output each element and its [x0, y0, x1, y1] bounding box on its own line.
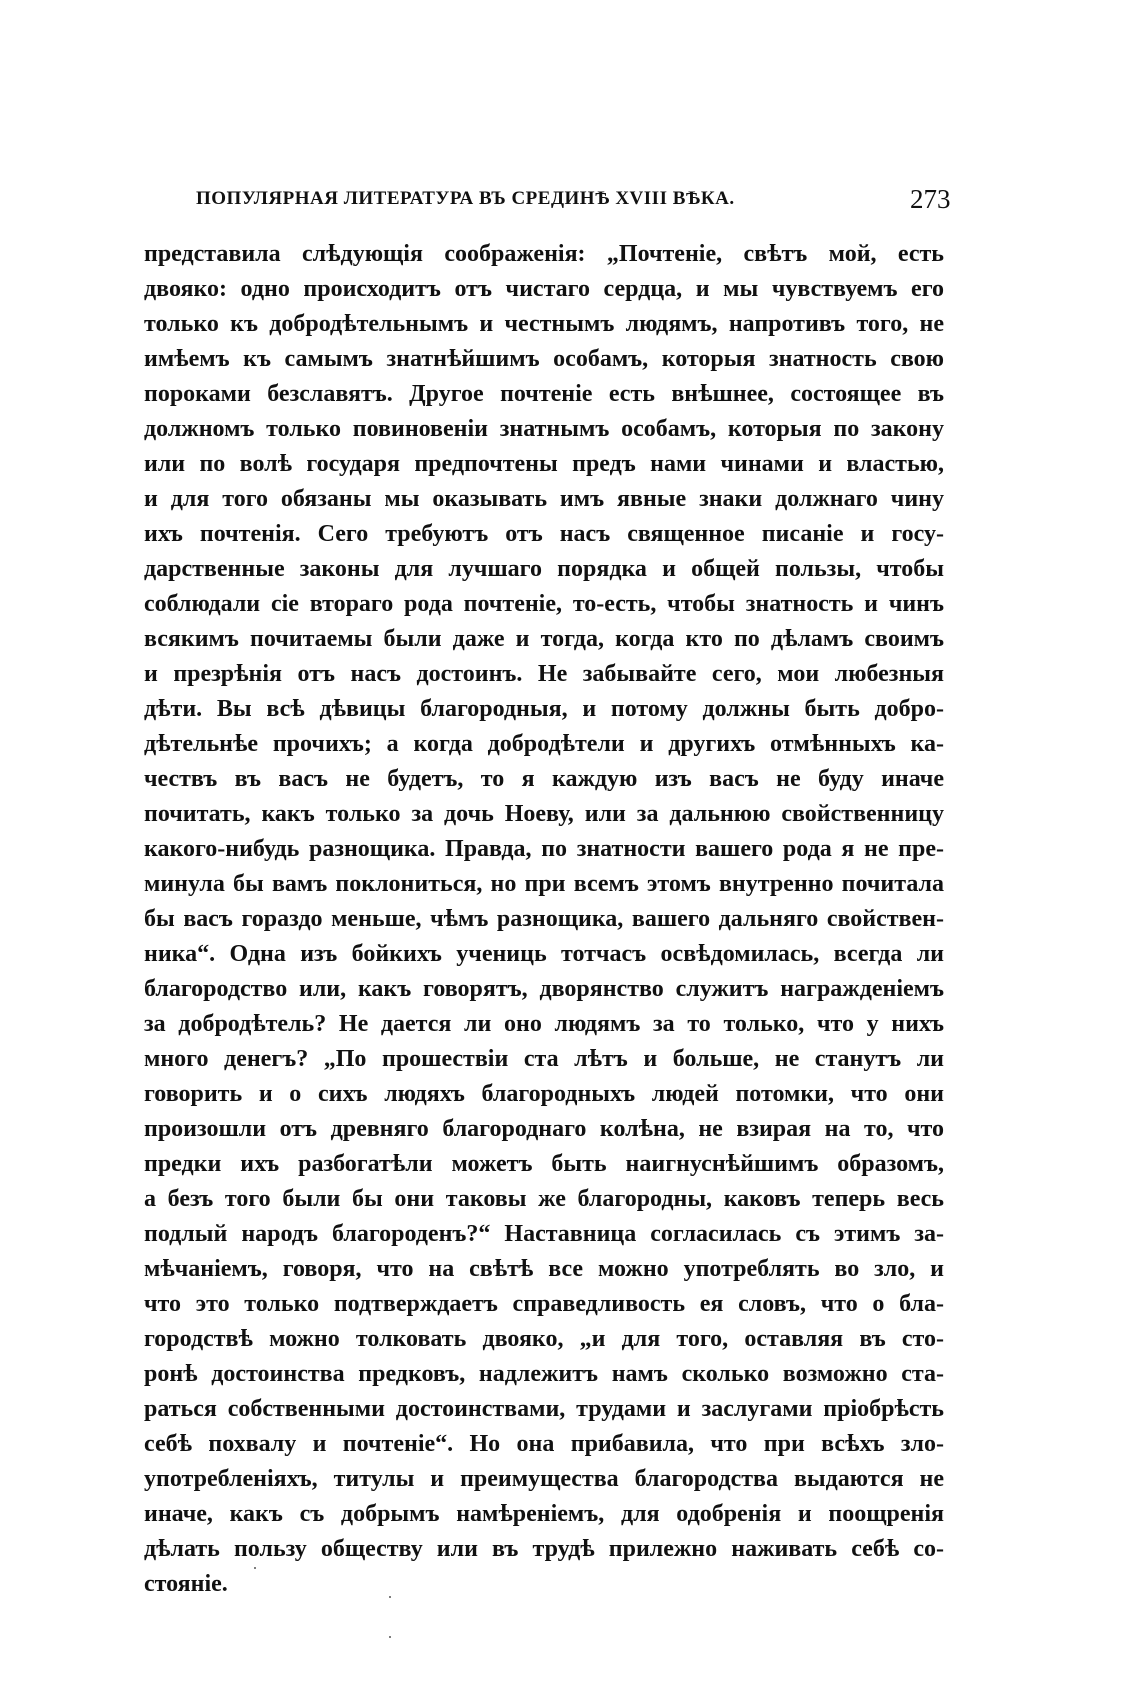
text-line: употребленіяхъ, титулы и преимущества благородства выдаются не	[144, 1466, 944, 1492]
scan-speck	[389, 1596, 391, 1598]
text-line: произошли отъ древняго благороднаго колѣна, не взирая на то, что	[144, 1116, 944, 1142]
text-line: ронѣ достоинства предковъ, надлежитъ намъ сколько возможно ста-	[144, 1361, 944, 1387]
body-text	[144, 237, 944, 1602]
text-line: много денегъ? „По прошествіи ста лѣтъ и больше, не станутъ ли	[144, 1046, 944, 1072]
text-line: стояніе.	[144, 1571, 228, 1597]
text-line: дѣти. Вы всѣ дѣвицы благородныя, и потому должны быть добро-	[144, 696, 944, 722]
text-line: бы васъ гораздо меньше, чѣмъ разнощика, вашего дальняго свойствен-	[144, 906, 944, 932]
text-line: представила слѣдующія соображенія: „Почтеніе, свѣтъ мой, есть	[144, 241, 944, 267]
text-line: говорить и о сихъ людяхъ благородныхъ людей потомки, что они	[144, 1081, 944, 1107]
text-line: почитать, какъ только за дочь Ноеву, или за дальнюю свойственницу	[144, 801, 944, 827]
text-line: дѣтельнѣе прочихъ; а когда добродѣтели и другихъ отмѣнныхъ ка-	[144, 731, 944, 757]
text-line: всякимъ почитаемы были даже и тогда, когда кто по дѣламъ своимъ	[144, 626, 944, 652]
text-line: и для того обязаны мы оказывать имъ явные знаки должнаго чину	[144, 486, 944, 512]
text-line: себѣ похвалу и почтеніе“. Но она прибавила, что при всѣхъ зло-	[144, 1431, 944, 1457]
scan-speck	[254, 1567, 256, 1569]
text-line: минула бы вамъ поклониться, но при всемъ этомъ внутренно почитала	[144, 871, 944, 897]
text-line: благородство или, какъ говорятъ, дворянство служитъ награжденіемъ	[144, 976, 944, 1002]
text-line: дѣлать пользу обществу или въ трудѣ прилежно наживать себѣ со-	[144, 1536, 944, 1562]
text-line: дарственные законы для лучшаго порядка и общей пользы, чтобы	[144, 556, 944, 582]
text-line: какого-нибудь разнощика. Правда, по знатности вашего рода я не пре-	[144, 836, 944, 862]
text-line: должномъ только повиновеніи знатнымъ особамъ, которыя по закону	[144, 416, 944, 442]
text-line: соблюдали сіе втораго рода почтеніе, то-есть, чтобы знатность и чинъ	[144, 591, 944, 617]
text-line: двояко: одно происходитъ отъ чистаго сердца, и мы чувствуемъ его	[144, 276, 944, 302]
text-line: и презрѣнія отъ насъ достоинъ. Не забывайте сего, мои любезныя	[144, 661, 944, 687]
text-line: а безъ того были бы они таковы же благородны, каковъ теперь весь	[144, 1186, 944, 1212]
text-line: ника“. Одна изъ бойкихъ учениць тотчасъ освѣдомилась, всегда ли	[144, 941, 944, 967]
text-line: раться собственными достоинствами, трудами и заслугами пріобрѣсть	[144, 1396, 944, 1422]
page-number: 273	[910, 184, 951, 214]
text-line: иначе, какъ съ добрымъ намѣреніемъ, для одобренія и поощренія	[144, 1501, 944, 1527]
text-line: городствѣ можно толковать двояко, „и для того, оставляя въ сто-	[144, 1326, 944, 1352]
text-line: чествъ въ васъ не будетъ, то я каждую изъ васъ не буду иначе	[144, 766, 944, 792]
text-line: ихъ почтенія. Сего требуютъ отъ насъ священное писаніе и госу-	[144, 521, 944, 547]
text-line: или по волѣ государя предпочтены предъ нами чинами и властью,	[144, 451, 944, 477]
text-line: предки ихъ разбогатѣли можетъ быть наигнуснѣйшимъ образомъ,	[144, 1151, 944, 1177]
text-line: мѣчаніемъ, говоря, что на свѣтѣ все можно употреблять во зло, и	[144, 1256, 944, 1282]
text-line: только къ добродѣтельнымъ и честнымъ людямъ, напротивъ того, не	[144, 311, 944, 337]
running-head: ПОПУЛЯРНАЯ ЛИТЕРАТУРА ВЪ СРЕДИНѢ XVIII ВѢКА.	[196, 188, 735, 209]
text-line: за добродѣтель? Не дается ли оно людямъ за то только, что у нихъ	[144, 1011, 944, 1037]
text-line: подлый народъ благороденъ?“ Наставница согласилась съ этимъ за-	[144, 1221, 944, 1247]
text-line: имѣемъ къ самымъ знатнѣйшимъ особамъ, которыя знатность свою	[144, 346, 944, 372]
text-line: пороками безславятъ. Другое почтеніе есть внѣшнее, состоящее въ	[144, 381, 944, 407]
text-line: что это только подтверждаетъ справедливость ея словъ, что о бла-	[144, 1291, 944, 1317]
scan-speck	[389, 1636, 391, 1638]
